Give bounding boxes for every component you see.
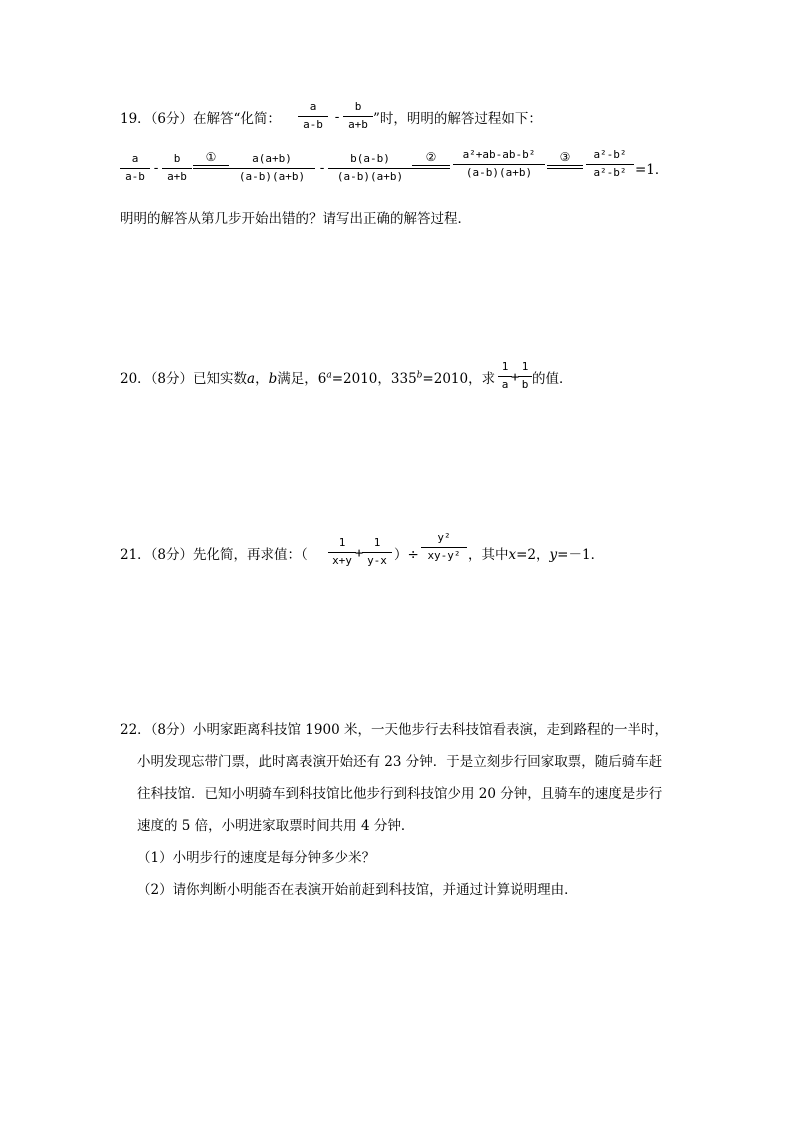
q22-line-2: 小明发现忘带门票，此时离表演开始还有 23 分钟．于是立刻步行回家取票，随后骑车赶 (137, 754, 663, 770)
q21-fraction-1-over-y-minus-x: 1 y-x (362, 536, 392, 568)
q22-sub-question-2: （2）请你判断小明能否在表演开始前赶到科技馆，并通过计算说明理由． (137, 882, 578, 898)
q19-expr-frac4: b(a-b) (a-b)(a+b) (328, 152, 412, 184)
q19-expr-frac3: a(a+b) (a-b)(a+b) (229, 152, 315, 184)
q22-line-4: 速度的 5 倍，小明进家取票时间共用 4 分钟． (137, 818, 415, 834)
q21-tail: ，其中x=2，y=－1． (468, 547, 605, 563)
q19-expr-minus1: - (152, 160, 161, 176)
q20-fraction-1-over-a: 1 a (498, 360, 512, 392)
q21-fraction-1-over-x-plus-y: 1 x+y (328, 536, 356, 568)
q19-fraction-b-over-a-plus-b: b a+b (343, 100, 373, 132)
q19-expr-frac5: a²+ab-ab-b² (a-b)(a+b) (453, 148, 545, 180)
q19-expr-frac6: a²-b² a²-b² (586, 148, 634, 180)
q19-head: 19．（6分）在解答“化简： (120, 111, 281, 127)
q22-sub-question-1: （1）小明步行的速度是每分钟多少米？ (137, 850, 376, 866)
q19-expr-result: =1． (635, 162, 669, 178)
q19-tail: ”时，明明的解答过程如下： (373, 111, 542, 127)
q21-plus: + (355, 545, 364, 561)
q22-line-1: 22．（8分）小明家距离科技馆 1900 米，一天他步行去科技馆看表演，走到路程的一半时， (120, 722, 668, 738)
q19-step-2: ② (412, 150, 450, 169)
q19-question: 明明的解答从第几步开始出错的？请写出正确的解答过程． (120, 211, 471, 227)
q19-expr-frac2: b a+b (162, 152, 192, 184)
q19-expr-frac1: a a-b (120, 152, 150, 184)
q19-minus: - (333, 109, 342, 125)
q20-fraction-1-over-b: 1 b (518, 360, 532, 392)
q20-line: 20．（8分）已知实数a，b满足，$6^a=2010$，$335^b=2010$，求 (120, 370, 496, 387)
q19-step-1: ① (193, 150, 229, 169)
q20-tail: 的值． (532, 371, 573, 387)
q21-head: 21．（8分）先化简，再求值：（ (120, 547, 308, 563)
q19-step-3: ③ (547, 150, 583, 169)
q20-plus: + (511, 369, 520, 385)
q22-line-3: 往科技馆．已知小明骑车到科技馆比他步行到科技馆少用 20 分钟，且骑车的速度是步行 (137, 786, 663, 802)
q21-close-divide: ）÷ (394, 547, 419, 563)
q19-expr-minus2: - (318, 160, 327, 176)
q19-fraction-a-over-a-minus-b: a a-b (298, 100, 328, 132)
q21-fraction-y2-over-xy-minus-y2: y² xy-y² (421, 531, 467, 563)
